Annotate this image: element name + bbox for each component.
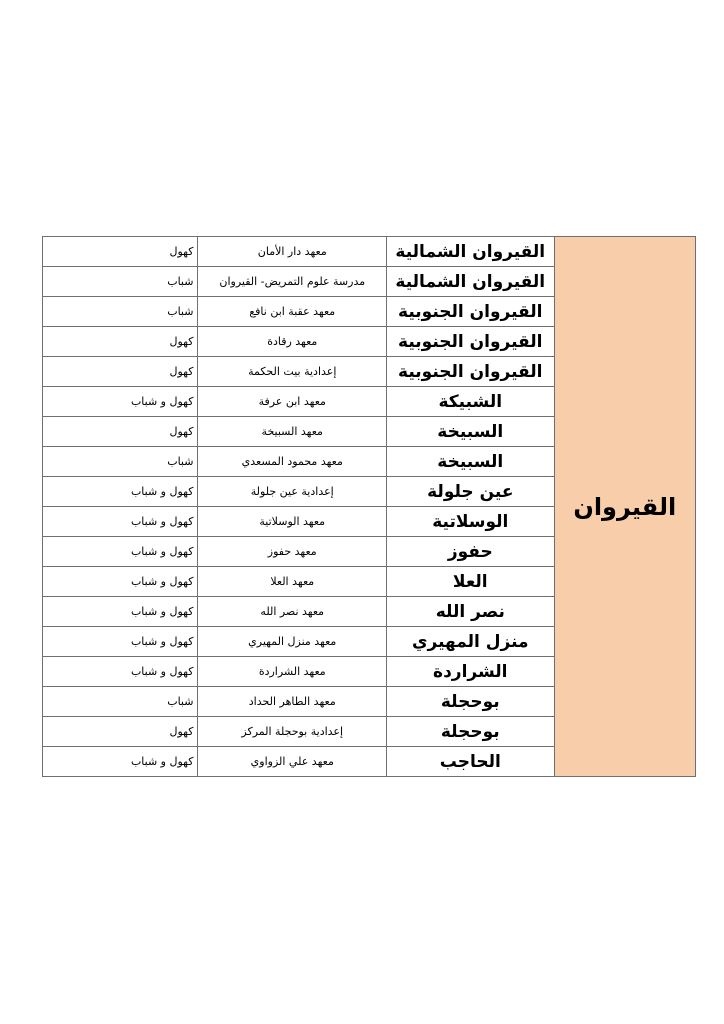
delegation-cell: منزل المهيري	[387, 627, 555, 657]
delegation-cell: القيروان الشمالية	[387, 237, 555, 267]
delegation-cell: القيروان الجنوبية	[387, 297, 555, 327]
learner-type-cell: كهول و شباب	[43, 507, 198, 537]
learner-type-cell: كهول و شباب	[43, 627, 198, 657]
delegation-cell: السبيخة	[387, 447, 555, 477]
delegation-cell: الوسلاتية	[387, 507, 555, 537]
learner-type-cell: شباب	[43, 267, 198, 297]
institution-cell: معهد نصر الله	[198, 597, 387, 627]
delegation-cell: عين جلولة	[387, 477, 555, 507]
institution-cell: معهد منزل المهيري	[198, 627, 387, 657]
learner-type-cell: كهول	[43, 717, 198, 747]
institution-cell: معهد ابن عرفة	[198, 387, 387, 417]
learner-type-cell: شباب	[43, 687, 198, 717]
institution-cell: إعدادية عين جلولة	[198, 477, 387, 507]
learner-type-cell: كهول و شباب	[43, 477, 198, 507]
institution-cell: معهد السبيخة	[198, 417, 387, 447]
learner-type-cell: كهول	[43, 327, 198, 357]
learner-type-cell: شباب	[43, 297, 198, 327]
institution-cell: معهد محمود المسعدي	[198, 447, 387, 477]
institution-cell: معهد رقادة	[198, 327, 387, 357]
learner-type-cell: كهول و شباب	[43, 537, 198, 567]
institution-cell: معهد الشراردة	[198, 657, 387, 687]
institution-cell: إعدادية بيت الحكمة	[198, 357, 387, 387]
learner-type-cell: كهول و شباب	[43, 597, 198, 627]
delegation-cell: الشبيكة	[387, 387, 555, 417]
institution-cell: إعدادية بوحجلة المركز	[198, 717, 387, 747]
governorate-cell: القيروان	[554, 237, 695, 777]
delegation-cell: السبيخة	[387, 417, 555, 447]
institution-cell: معهد الطاهر الحداد	[198, 687, 387, 717]
learner-type-cell: كهول و شباب	[43, 747, 198, 777]
institution-cell: معهد دار الأمان	[198, 237, 387, 267]
delegation-cell: العلا	[387, 567, 555, 597]
delegation-cell: بوحجلة	[387, 717, 555, 747]
institution-cell: معهد علي الزواوي	[198, 747, 387, 777]
learner-type-cell: كهول	[43, 237, 198, 267]
delegation-cell: نصر الله	[387, 597, 555, 627]
learner-type-cell: كهول	[43, 417, 198, 447]
delegation-cell: القيروان الجنوبية	[387, 357, 555, 387]
learner-type-cell: كهول	[43, 357, 198, 387]
learner-type-cell: شباب	[43, 447, 198, 477]
learner-type-cell: كهول و شباب	[43, 657, 198, 687]
institution-cell: معهد حفوز	[198, 537, 387, 567]
learner-type-cell: كهول و شباب	[43, 387, 198, 417]
delegation-cell: الحاجب	[387, 747, 555, 777]
delegation-cell: حفوز	[387, 537, 555, 567]
institutions-table	[42, 236, 696, 777]
delegation-cell: القيروان الجنوبية	[387, 327, 555, 357]
institution-cell: معهد الوسلاتية	[198, 507, 387, 537]
delegation-cell: بوحجلة	[387, 687, 555, 717]
delegation-cell: القيروان الشمالية	[387, 267, 555, 297]
delegation-cell: الشراردة	[387, 657, 555, 687]
learner-type-cell: كهول و شباب	[43, 567, 198, 597]
table-body	[43, 237, 696, 777]
institution-cell: معهد عقبة ابن نافع	[198, 297, 387, 327]
institution-cell: مدرسة علوم التمريض- القيروان	[198, 267, 387, 297]
table-row	[43, 237, 696, 267]
institution-cell: معهد العلا	[198, 567, 387, 597]
